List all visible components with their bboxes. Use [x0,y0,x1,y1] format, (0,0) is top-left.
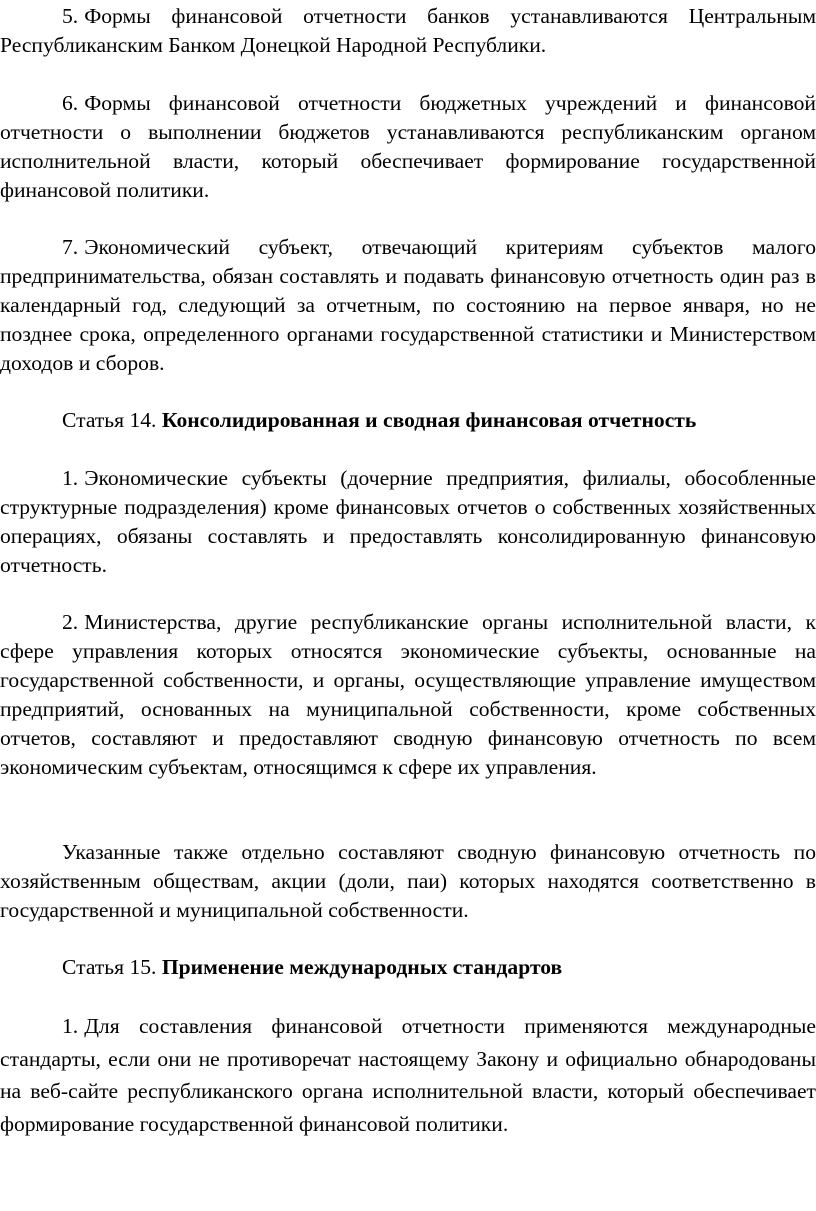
paragraph-6 [0,89,816,205]
article-title: Применение международных стандартов [161,955,563,979]
paragraph-number: 1. [62,1014,79,1038]
paragraph-number: 7. [62,235,79,259]
article-14-paragraph-1 [0,464,816,580]
paragraph-7 [0,233,816,378]
paragraph-text: Экономические субъекты (дочерние предприятия, филиалы, обособленные структурные подразделения) кроме финансовых отчетов о собственных хозяйственных операциях, обязаны составлять и предоставлять консолидированную финансовую отчетность. [0,466,816,577]
paragraph-text: Формы финансовой отчетности бюджетных учреждений и финансовой отчетности о выполнении бюджетов устанавливаются республиканским органом исполнительной власти, который обеспечивает формирование государственной финансовой политики. [0,91,816,202]
paragraph-text: Указанные также отдельно составляют сводную финансовую отчетность по хозяйственным обществам, акции (доли, паи) которых находятся соответственно в государственной и муниципальной собственности. [0,840,816,922]
article-15-paragraph-1 [0,1010,816,1140]
paragraph-text: Для составления финансовой отчетности применяются международные стандарты, если они не противоречат настоящему Закону и официально обнародованы на веб-сайте республиканского органа исполнительной власти, который обеспечивает формирование государственной финансовой политики. [0,1014,816,1136]
paragraph-text: Министерства, другие республиканские органы исполнительной власти, к сфере управления которых относятся экономические субъекты, основанные на государственной собственности, и органы, осуществляющие управление имуществом предприятий, основанных на муниципальной собственности, кроме собственных отчетов, составляют и предоставляют сводную финансовую отчетность по всем экономическим субъектам, относящимся к сфере их управления. [0,610,816,779]
article-14-paragraph-note [0,838,816,925]
article-14-paragraph-2 [0,608,816,781]
paragraph-5 [0,2,816,60]
paragraph-number: 5. [62,4,79,28]
paragraph-number: 6. [62,91,79,115]
article-title: Консолидированная и сводная финансовая отчетность [161,408,697,432]
paragraph-text: Формы финансовой отчетности банков устанавливаются Центральным Республиканским Банком Донецкой Народной Республики. [0,4,816,57]
article-15-heading [62,953,812,982]
article-label: Статья 14. [62,408,157,432]
paragraph-text: Экономический субъект, отвечающий критериям субъектов малого предпринимательства, обязан составлять и подавать финансовую отчетность один раз в календарный год, следующий за отчетным, по состоянию на первое января, но не позднее срока, определенного органами государственной статистики и Министерством доходов и сборов. [0,235,816,375]
paragraph-number: 1. [62,466,79,490]
paragraph-number: 2. [62,610,79,634]
article-14-heading [62,406,812,435]
article-label: Статья 15. [62,955,157,979]
